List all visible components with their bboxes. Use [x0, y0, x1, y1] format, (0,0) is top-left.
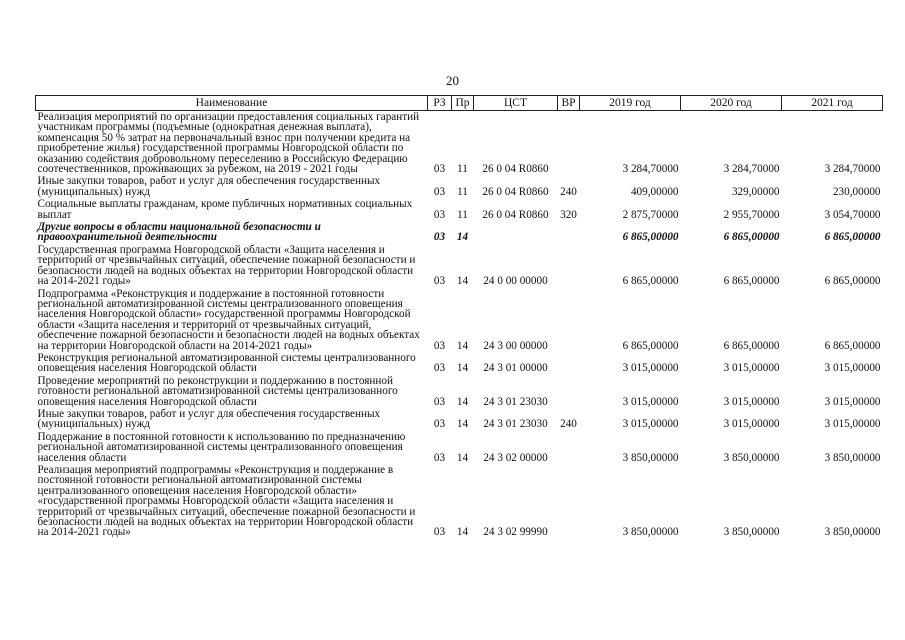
row-vr — [558, 288, 580, 352]
header-rz: РЗ — [428, 96, 452, 111]
header-pr: Пр — [452, 96, 474, 111]
row-name: Проведение мероприятий по реконструкции и поддержанию в постоянной готовности региональной автоматизированной системы централизованного оповещения населения Новгородской области — [37, 374, 398, 408]
table-row — [36, 244, 883, 288]
row-2021: 6 865,00000 — [824, 339, 881, 352]
row-cst: 24 3 00 00000 — [483, 339, 548, 352]
row-2021: 3 015,00000 — [824, 395, 881, 408]
row-pr: 14 — [456, 395, 469, 408]
row-name: Реконструкция региональной автоматизированной системы централизованного оповещения населения Новгородской области — [37, 351, 416, 375]
row-2021: 230,00000 — [832, 185, 881, 198]
row-2020: 6 865,00000 — [723, 231, 780, 244]
table-row — [36, 352, 883, 375]
table-row — [36, 408, 883, 431]
row-2019: 3 284,70000 — [622, 163, 679, 176]
row-vr — [558, 244, 580, 288]
row-vr — [558, 375, 580, 408]
row-rz: 03 — [433, 526, 446, 539]
row-rz: 03 — [433, 163, 446, 176]
row-name: Иные закупки товаров, работ и услуг для обеспечения государственных (муниципальных) нужд — [37, 175, 381, 198]
table-header-row — [36, 96, 883, 111]
row-vr: 240 — [560, 418, 577, 431]
row-2019: 3 015,00000 — [622, 418, 679, 431]
row-pr: 14 — [456, 275, 469, 288]
row-2021: 6 865,00000 — [824, 231, 881, 244]
table-row — [36, 198, 883, 221]
row-rz: 03 — [433, 362, 446, 375]
row-2021: 6 865,00000 — [824, 275, 881, 288]
row-rz: 03 — [433, 185, 446, 198]
row-name: Реализация мероприятий по организации предоставления социальных гарантий участникам программы (подъемные (однократная денежная выплата), компенсация 50 % затрат на первоначальный взнос при получении кредита на приобретение жилья) государственной программы Новгородской области по оказанию содействия добровольному переселению в Российскую Федерацию соотечественников, проживающих за рубежом, на 2019 - 2021 годы — [37, 111, 420, 176]
row-name: Государственная программа Новгородской области «Защита населения и территорий от чрезвычайных ситуаций, обеспечение пожарной безопасности и безопасности людей на водных объектах на территории Новгородской области на 2014-2021 годы» — [37, 243, 416, 288]
row-rz: 03 — [433, 418, 446, 431]
row-name: Подпрограмма «Реконструкция и поддержание в постоянной готовности региональной автоматизированной системы централизованного оповещения населения Новгородской области» государственной программы Новгородской области «Защита населения и территорий от чрезвычайных ситуаций, обеспечение пожарной безопасности и безопасности людей на водных объектах на территории Новгородской области на 2014-2021 годы» — [37, 287, 420, 352]
row-2021: 3 284,70000 — [824, 163, 881, 176]
row-2021: 3 015,00000 — [824, 418, 881, 431]
row-2019: 6 865,00000 — [622, 231, 679, 244]
row-pr: 14 — [456, 526, 469, 539]
row-pr: 11 — [457, 185, 468, 198]
table-row — [36, 111, 883, 176]
row-vr — [558, 221, 580, 244]
table-row — [36, 464, 883, 539]
row-2019: 3 850,00000 — [622, 526, 679, 539]
row-2019: 3 015,00000 — [622, 362, 679, 375]
row-cst: 26 0 04 R0860 — [482, 185, 549, 198]
row-name: Иные закупки товаров, работ и услуг для обеспечения государственных (муниципальных) нужд — [37, 407, 381, 431]
header-name: Наименование — [36, 96, 428, 111]
row-pr: 14 — [456, 339, 469, 352]
table-row — [36, 431, 883, 464]
row-vr — [558, 352, 580, 375]
row-cst: 24 3 02 00000 — [483, 451, 548, 464]
row-2019: 409,00000 — [630, 185, 679, 198]
header-vr: ВР — [558, 96, 580, 111]
row-2020: 3 015,00000 — [723, 395, 780, 408]
row-cst: 24 0 00 00000 — [483, 275, 548, 288]
row-rz: 03 — [433, 451, 446, 464]
row-2019: 6 865,00000 — [622, 275, 679, 288]
row-pr: 11 — [457, 208, 468, 221]
row-2020: 3 850,00000 — [723, 526, 780, 539]
row-cst: 24 3 01 23030 — [483, 418, 548, 431]
row-pr: 14 — [456, 451, 469, 464]
row-2021: 3 015,00000 — [824, 362, 881, 375]
row-cst: 24 3 02 99990 — [483, 526, 548, 539]
row-pr: 14 — [456, 418, 469, 431]
row-cst: 26 0 04 R0860 — [482, 163, 549, 176]
row-vr — [558, 111, 580, 176]
row-rz: 03 — [433, 395, 446, 408]
row-rz: 03 — [433, 339, 446, 352]
row-name: Поддержание в постоянной готовности к использованию по предназначению региональной автоматизированной системы централизованного оповещения населения области — [37, 430, 406, 464]
row-rz: 03 — [433, 275, 446, 288]
row-2020: 3 015,00000 — [723, 418, 780, 431]
row-2020: 6 865,00000 — [723, 339, 780, 352]
row-cst: 24 3 01 00000 — [483, 362, 548, 375]
row-vr — [558, 464, 580, 539]
table-row — [36, 288, 883, 352]
header-2020: 2020 год — [681, 96, 782, 111]
row-pr: 14 — [456, 362, 469, 375]
row-2020: 6 865,00000 — [723, 275, 780, 288]
table-row — [36, 375, 883, 408]
header-2021: 2021 год — [782, 96, 883, 111]
budget-table — [35, 95, 883, 539]
row-pr: 11 — [457, 163, 468, 176]
row-pr: 14 — [456, 231, 469, 244]
table-row — [36, 175, 883, 198]
row-name: Другие вопросы в области национальной безопасности и правоохранительной деятельности — [37, 221, 321, 244]
row-2021: 3 054,70000 — [824, 208, 881, 221]
row-vr: 320 — [560, 208, 577, 221]
row-2019: 6 865,00000 — [622, 339, 679, 352]
row-2020: 2 955,70000 — [723, 208, 780, 221]
row-vr: 240 — [560, 185, 577, 198]
row-vr — [558, 431, 580, 464]
page-number: 20 — [446, 73, 459, 88]
row-cst: 24 3 01 23030 — [483, 395, 548, 408]
row-2021: 3 850,00000 — [824, 526, 881, 539]
row-cst — [474, 221, 558, 244]
row-rz: 03 — [433, 208, 446, 221]
row-cst: 26 0 04 R0860 — [482, 208, 549, 221]
row-2020: 3 015,00000 — [723, 362, 780, 375]
row-2019: 3 850,00000 — [622, 451, 679, 464]
header-cst: ЦСТ — [474, 96, 558, 111]
table-row-section — [36, 221, 883, 244]
row-rz: 03 — [433, 231, 446, 244]
row-2020: 329,00000 — [731, 185, 780, 198]
row-2020: 3 284,70000 — [723, 163, 780, 176]
row-name: Реализация мероприятий подпрограммы «Реконструкция и поддержание в постоянной готовности региональной автоматизированной системы централизованного оповещения населения Новгородской области» «государственной программы Новгородской области «Защита населения и территорий от чрезвычайных ситуаций, обеспечение пожарной безопасности и безопасности людей на водных объектах на территории Новгородской области на 2014-2021 годы» — [37, 464, 416, 539]
header-2019: 2019 год — [580, 96, 681, 111]
row-2021: 3 850,00000 — [824, 451, 881, 464]
row-2019: 3 015,00000 — [622, 395, 679, 408]
row-name: Социальные выплаты гражданам, кроме публичных нормативных социальных выплат — [37, 198, 413, 221]
row-2020: 3 850,00000 — [723, 451, 780, 464]
row-2019: 2 875,70000 — [622, 208, 679, 221]
